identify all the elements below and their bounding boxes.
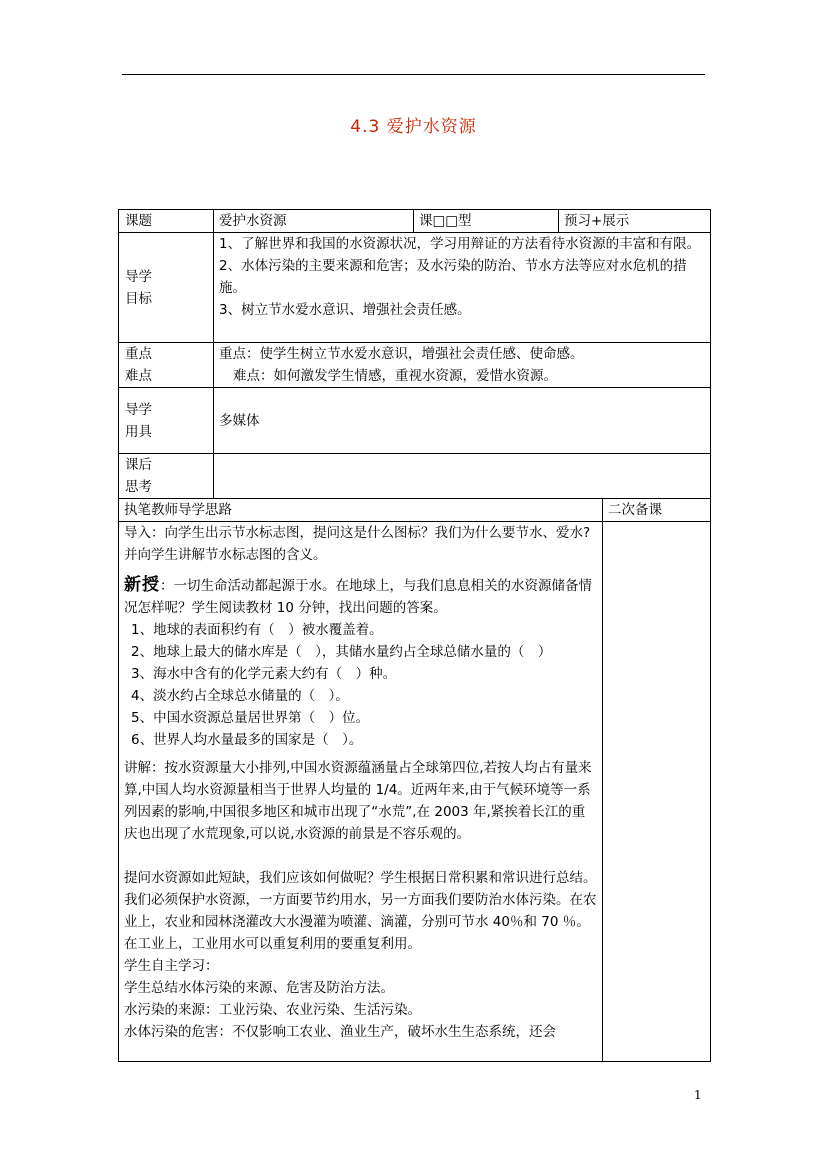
lesson-type-value: 预习+展示 (559, 210, 711, 233)
key-points-label: 重点 难点 (119, 343, 214, 388)
question-item: 5、中国水资源总量居世界第（ ）位。 (131, 710, 370, 726)
second-prep-header: 二次备课 (603, 499, 711, 522)
summary-text: 学生总结水体污染的来源、危害及防治方法。 (124, 980, 394, 996)
lesson-type-label: 课□□型 (414, 210, 559, 233)
goals-row (119, 233, 711, 343)
goal-item: 2、水体污染的主要来源和危害；及水污染的防治、节水方法等应对水危机的措施。 (219, 258, 687, 296)
topic-value: 爱护水资源 (214, 210, 414, 233)
goals-label: 导学 目标 (119, 233, 214, 343)
tools-value: 多媒体 (214, 388, 711, 454)
reflection-label: 课后 思考 (119, 454, 214, 499)
question-item: 1、地球的表面积约有（ ）被水覆盖着。 (131, 622, 383, 638)
teacher-plan-header: 执笔教师导学思路 (119, 499, 603, 522)
section-header-row (119, 499, 711, 522)
key-point: 重点：使学生树立节水爱水意识，增强社会责任感、使命感。 (219, 346, 584, 362)
difficult-point: 难点：如何激发学生情感，重视水资源，爱惜水资源。 (233, 368, 557, 384)
pollution-sources-text: 水污染的来源：工业污染、农业污染、生活污染。 (124, 1002, 421, 1018)
lesson-plan-table (118, 209, 711, 1062)
pollution-harm-text: 水体污染的危害：不仅影响工农业、渔业生产，破坏水生生态系统，还会 (124, 1024, 556, 1040)
question-item: 3、海水中含有的化学元素大约有（ ）种。 (131, 666, 397, 682)
protect-text: 我们必须保护水资源，一方面要节约用水，另一方面我们要防治水体污染。在农业上，农业和园林浇灌改大水漫灌为喷灌、滴灌，分别可节水 40％和 70 ％。在工业上，工业用水可以重复利用的要重复利用。 (124, 892, 597, 952)
question-text: 提问水资源如此短缺，我们应该如何做呢？学生根据日常积累和常识进行总结。 (124, 870, 597, 886)
page-number: 1 (694, 1088, 702, 1102)
tools-row (119, 388, 711, 454)
lesson-body-row (119, 522, 711, 1062)
lecture-text: 讲解：按水资源量大小排列,中国水资源蕴涵量占全球第四位,若按人均占有量来算,中国人均水资源量相当于世界人均量的 1/4。近两年来,由于气候环境等一系列因素的影响,中国很多地区和城市出现了“水荒”,在 2003 年,紧挨着长江的重庆也出现了水荒现象,可以说,水资源的前景是不容乐观的。 (124, 760, 592, 842)
reflection-row (119, 454, 711, 499)
second-prep-cell (603, 522, 711, 1062)
key-points-row (119, 343, 711, 388)
question-item: 6、世界人均水量最多的国家是（ ）。 (131, 732, 363, 748)
reflection-value (214, 454, 711, 499)
intro-text: 导入：向学生出示节水标志图，提问这是什么图标？我们为什么要节水、爱水?并向学生讲解节水标志图的含义。 (124, 525, 591, 563)
header-rule (122, 74, 705, 75)
topic-label: 课题 (119, 210, 214, 233)
goals-content (214, 233, 711, 343)
new-lesson-label: 新授 (124, 575, 160, 595)
question-item: 2、地球上最大的储水库是（ ），其储水量约占全球总储水量的（ ） (131, 644, 552, 660)
page-title: 4.3 爱护水资源 (350, 117, 477, 137)
goal-item: 3、树立节水爱水意识、增强社会责任感。 (219, 302, 471, 318)
key-points-content (214, 343, 711, 388)
goal-item: 1、了解世界和我国的水资源状况，学习用辩证的方法看待水资源的丰富和有限。 (219, 236, 701, 252)
topic-row (119, 210, 711, 233)
question-item: 4、淡水约占全球总水储量的（ ）。 (131, 688, 349, 704)
self-study-text: 学生自主学习： (124, 958, 219, 974)
tools-label: 导学 用具 (119, 388, 214, 454)
lesson-body (119, 522, 603, 1062)
new-lesson-text: 新授：一切生命活动都起源于水。在地球上，与我们息息相关的水资源储备情况怎样呢？学生阅读教材 10 分钟，找出问题的答案。 (124, 575, 592, 616)
